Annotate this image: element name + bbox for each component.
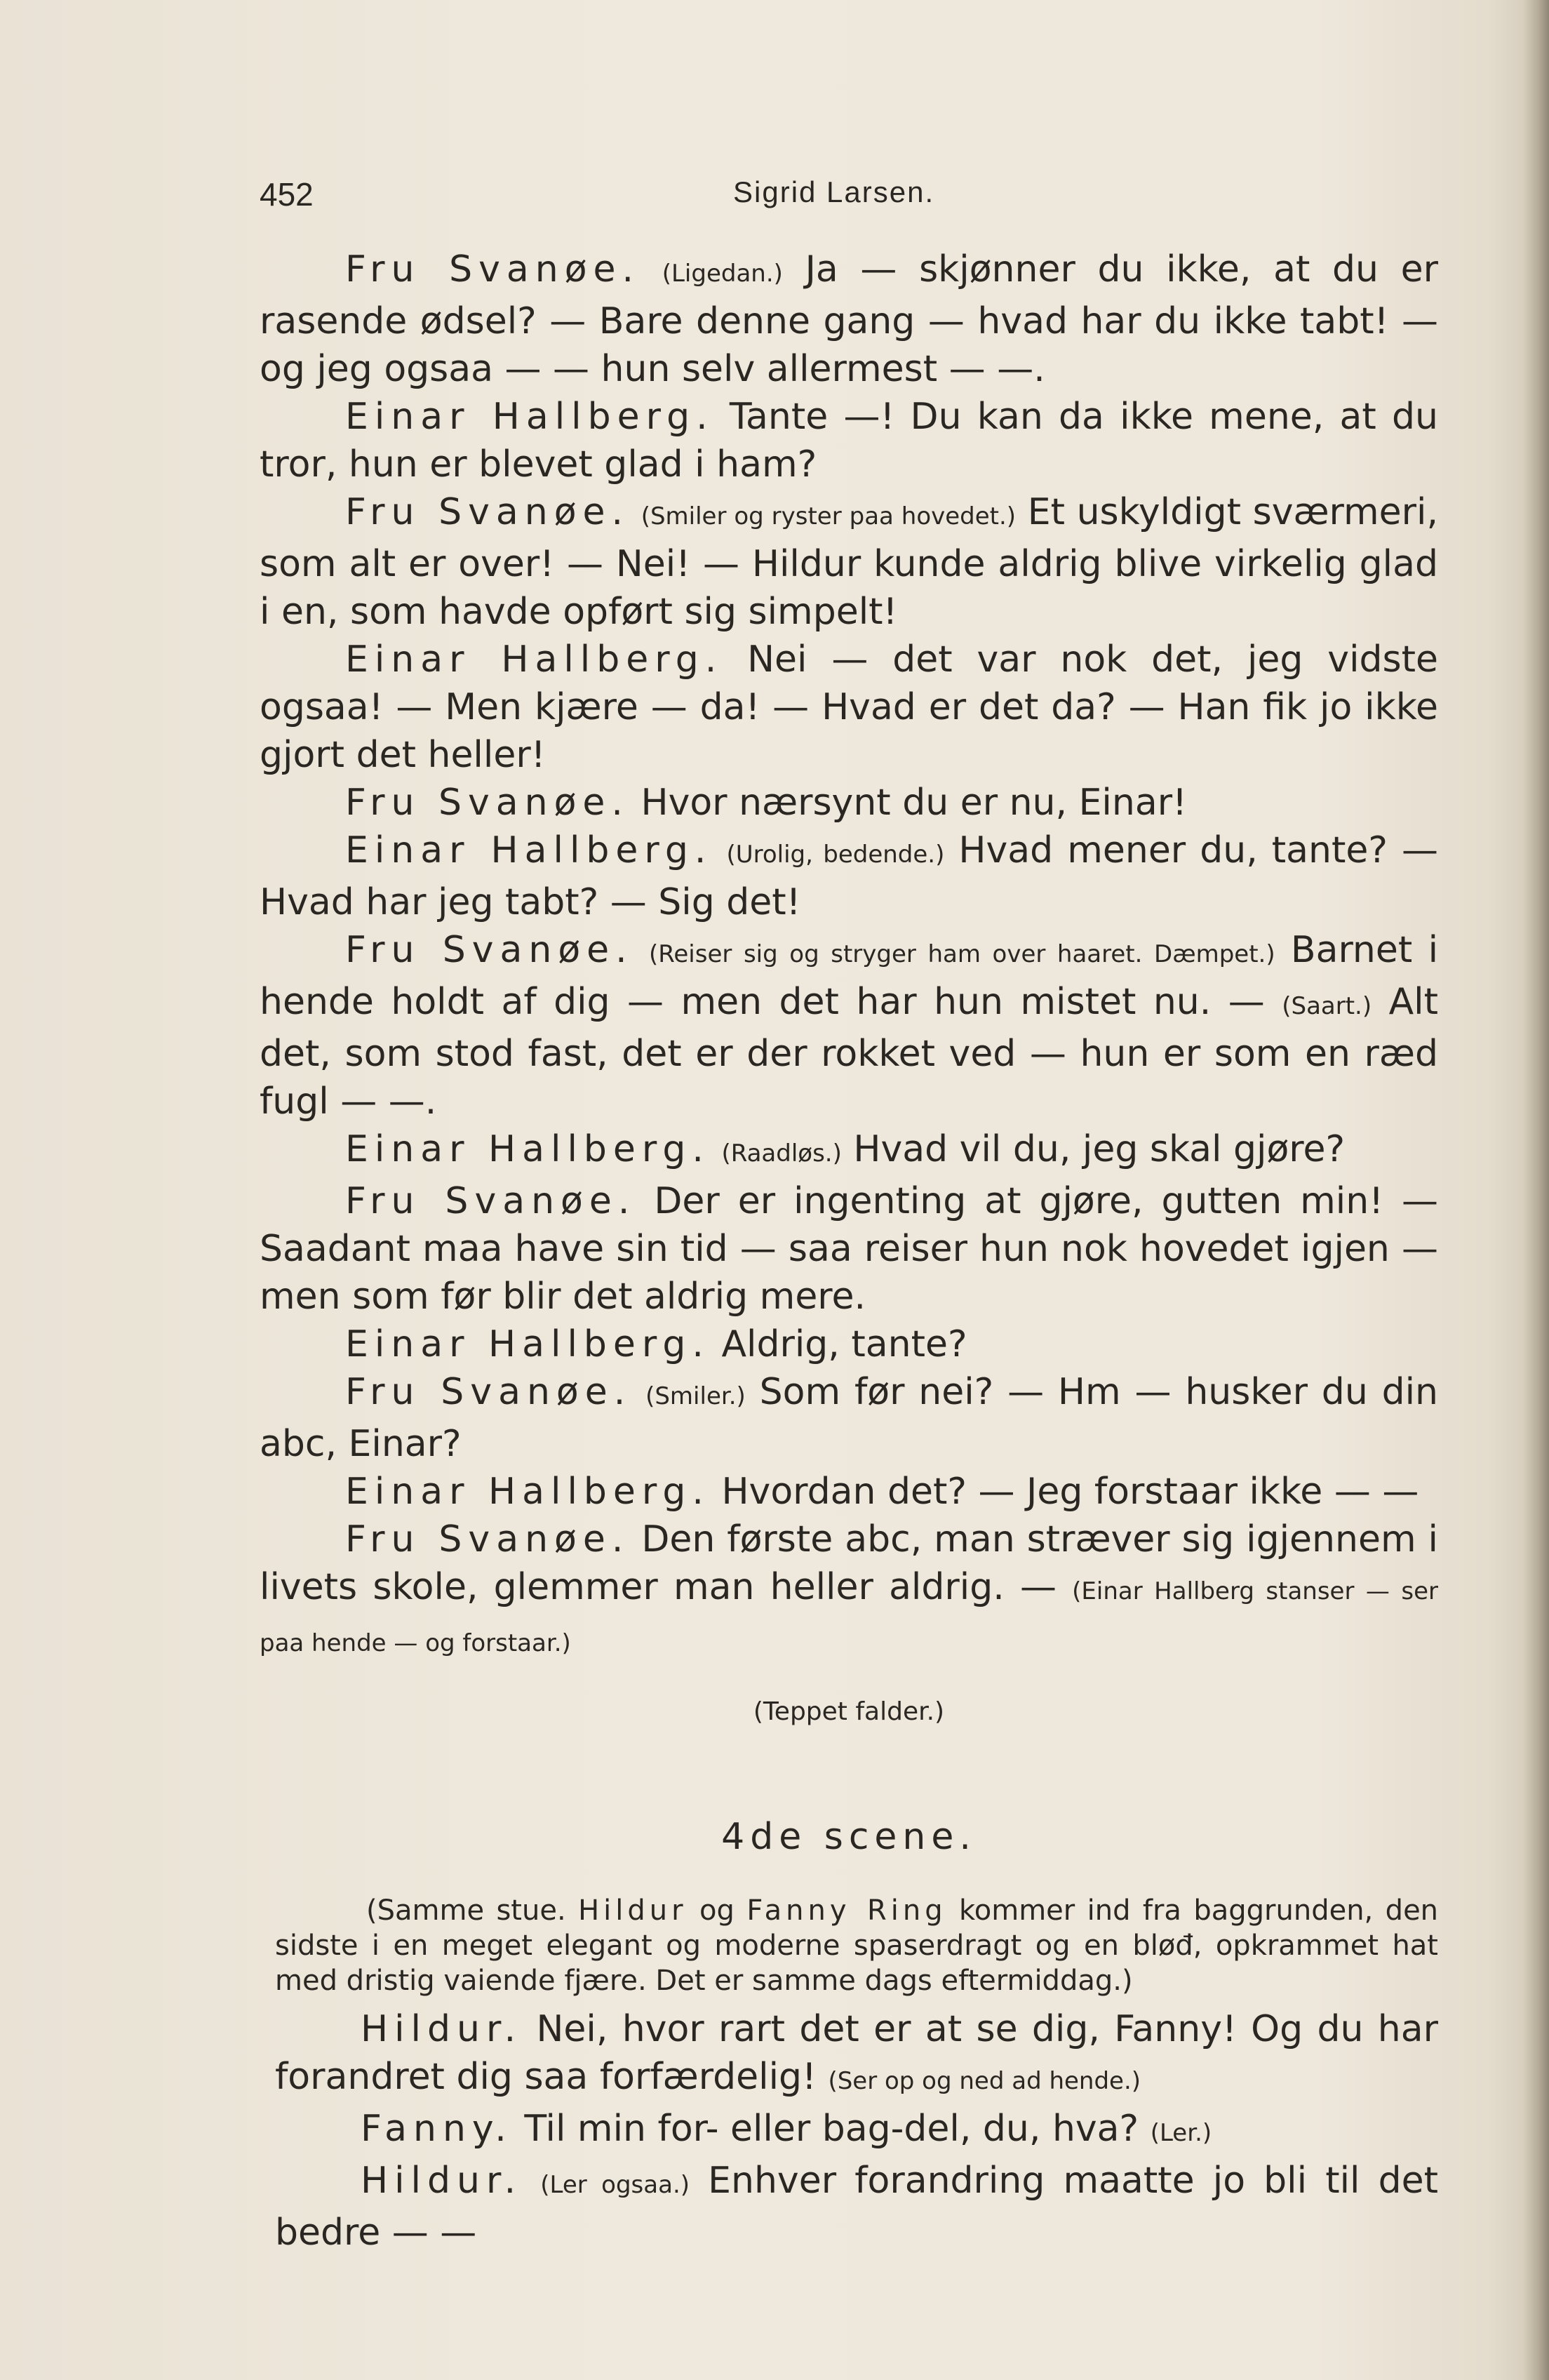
speech-text: Aldrig, tante? [721, 1323, 967, 1365]
speaker: Einar Hallberg. [345, 1323, 710, 1365]
stage-direction: (Ser op og ned ad hende.) [828, 2067, 1141, 2095]
stage-direction: (Einar Hallberg stanser — ser paa hende — og forstaar.) [260, 1577, 1439, 1657]
speech-8 [260, 1125, 1438, 1177]
speaker: Einar Hallberg. [345, 829, 713, 871]
intro-name-fanny: Fanny Ring [746, 1894, 947, 1927]
scene-intro [260, 1893, 1438, 1998]
stage-direction: (Ler ogsaa.) [540, 2171, 690, 2199]
speech-10 [260, 1321, 1438, 1368]
speaker: Fru Svanøe. [345, 929, 633, 971]
speech-11 [260, 1368, 1438, 1468]
speaker: Einar Hallberg. [345, 396, 714, 438]
speech-12 [260, 1468, 1438, 1516]
stage-direction: (Ler.) [1150, 2119, 1212, 2147]
speaker: Hildur. [361, 2160, 523, 2202]
speech-text: Der er ingenting at gjøre, gutten min! — Saadant maa have sin tid — saa reiser hun nok hovedet igjen — men som før blir det aldrig mere. [260, 1180, 1439, 1318]
speech-text: Ja — skjønner du ikke, at du er rasende ødsel? — Bare denne gang — hvad har du ikke tabt! — og jeg ogsaa — — hun selv allermest — —. [260, 248, 1438, 390]
speech-5 [260, 779, 1438, 827]
speech-text: Hvordan det? — Jeg forstaar ikke — — [721, 1471, 1419, 1513]
page-edge [1522, 0, 1549, 2380]
speaker: Fru Svanøe. [345, 782, 629, 824]
stage-direction: (Smiler.) [645, 1382, 746, 1410]
speech-text: Alt det, som stod fast, det er der rokket ved — hun er som en ræd fugl — —. [260, 981, 1439, 1123]
speech-text: Tante —! Du kan da ikke mene, at du tror, hun er blevet glad i ham? [260, 396, 1438, 486]
stage-direction: (Smiler og ryster paa hovedet.) [641, 502, 1017, 530]
speaker: Einar Hallberg. [345, 639, 723, 681]
speech-2 [260, 393, 1438, 488]
speech-7 [260, 926, 1438, 1125]
speech-text: Et uskyldigt sværmeri, som alt er over! — Nei! — Hildur kunde aldrig blive virkelig glad i en, som havde opført sig simpelt! [260, 491, 1439, 633]
speech-6 [260, 827, 1438, 926]
speaker: Fru Svanøe. [345, 1371, 632, 1413]
intro-lead: (Samme stue. [366, 1894, 566, 1927]
speech-15 [260, 2105, 1438, 2157]
speaker: Fru Svanøe. [345, 491, 630, 533]
scene-heading: 4de scene. [721, 1816, 977, 1858]
page-body [260, 246, 1438, 2257]
speech-text: Hvad mener du, tante? — Hvad har jeg tabt? — Sig det! [260, 829, 1438, 923]
speech-text: Som før nei? — Hm — husker du din abc, Einar? [260, 1371, 1439, 1465]
speech-text: Til min for- eller bag-del, du, hva? [524, 2108, 1139, 2150]
speaker: Hildur. [361, 2008, 523, 2050]
speech-1 [260, 246, 1438, 393]
speech-text: Hvor nærsynt du er nu, Einar! [641, 782, 1187, 824]
speech-text: Enhver forandring maatte jo bli til det bedre — — [275, 2160, 1439, 2254]
running-head: Sigrid Larsen. [733, 175, 935, 208]
stage-direction: (Raadløs.) [721, 1139, 842, 1168]
page-number: 452 [260, 176, 314, 213]
page-header [260, 175, 1451, 218]
speech-text: Den første abc, man stræver sig igjennem i livets skole, glemmer man heller aldrig. — [260, 1518, 1439, 1608]
speech-text: Nei — det var nok det, jeg vidste ogsaa! — Men kjære — da! — Hvad er det da? — Han fik jo ikke gjort det heller! [260, 639, 1438, 776]
speech-3 [260, 488, 1438, 636]
speech-text: Nei, hvor rart det er at se dig, Fanny! Og du har forandret dig saa forfærdelig! [275, 2008, 1439, 2098]
stage-direction: (Saart.) [1282, 992, 1372, 1020]
stage-direction: (Reiser sig og stryger ham over haaret. Dæmpet.) [649, 940, 1275, 968]
speaker: Fru Svanøe. [345, 1180, 636, 1222]
speech-9 [260, 1177, 1438, 1321]
intro-rest: kommer ind fra baggrunden, den sidste i en meget elegant og moderne spaserdragt og en bløđ, opkrammet hat med dristig vaiende fjære. Det er samme dags eftermiddag.) [275, 1894, 1439, 1997]
intro-join: og [699, 1894, 735, 1927]
speaker: Einar Hallberg. [345, 1471, 710, 1513]
stage-direction: (Urolig, bedende.) [726, 841, 945, 869]
speech-16 [260, 2157, 1438, 2257]
speech-14 [260, 2005, 1438, 2105]
speech-4 [260, 636, 1438, 779]
curtain-direction: (Teppet falder.) [753, 1697, 945, 1726]
speaker: Fru Svanøe. [345, 1518, 630, 1560]
speaker: Einar Hallberg. [345, 1128, 710, 1170]
speaker: Fanny. [361, 2108, 513, 2150]
intro-name-hildur: Hildur [578, 1894, 688, 1927]
stage-direction: (Ligedan.) [662, 260, 783, 288]
speech-text: Barnet i hende holdt af dig — men det har hun mistet nu. — [260, 929, 1439, 1023]
speech-text: Hvad vil du, jeg skal gjøre? [853, 1128, 1346, 1170]
speaker: Fru Svanøe. [345, 248, 641, 290]
speech-13 [260, 1516, 1438, 1667]
